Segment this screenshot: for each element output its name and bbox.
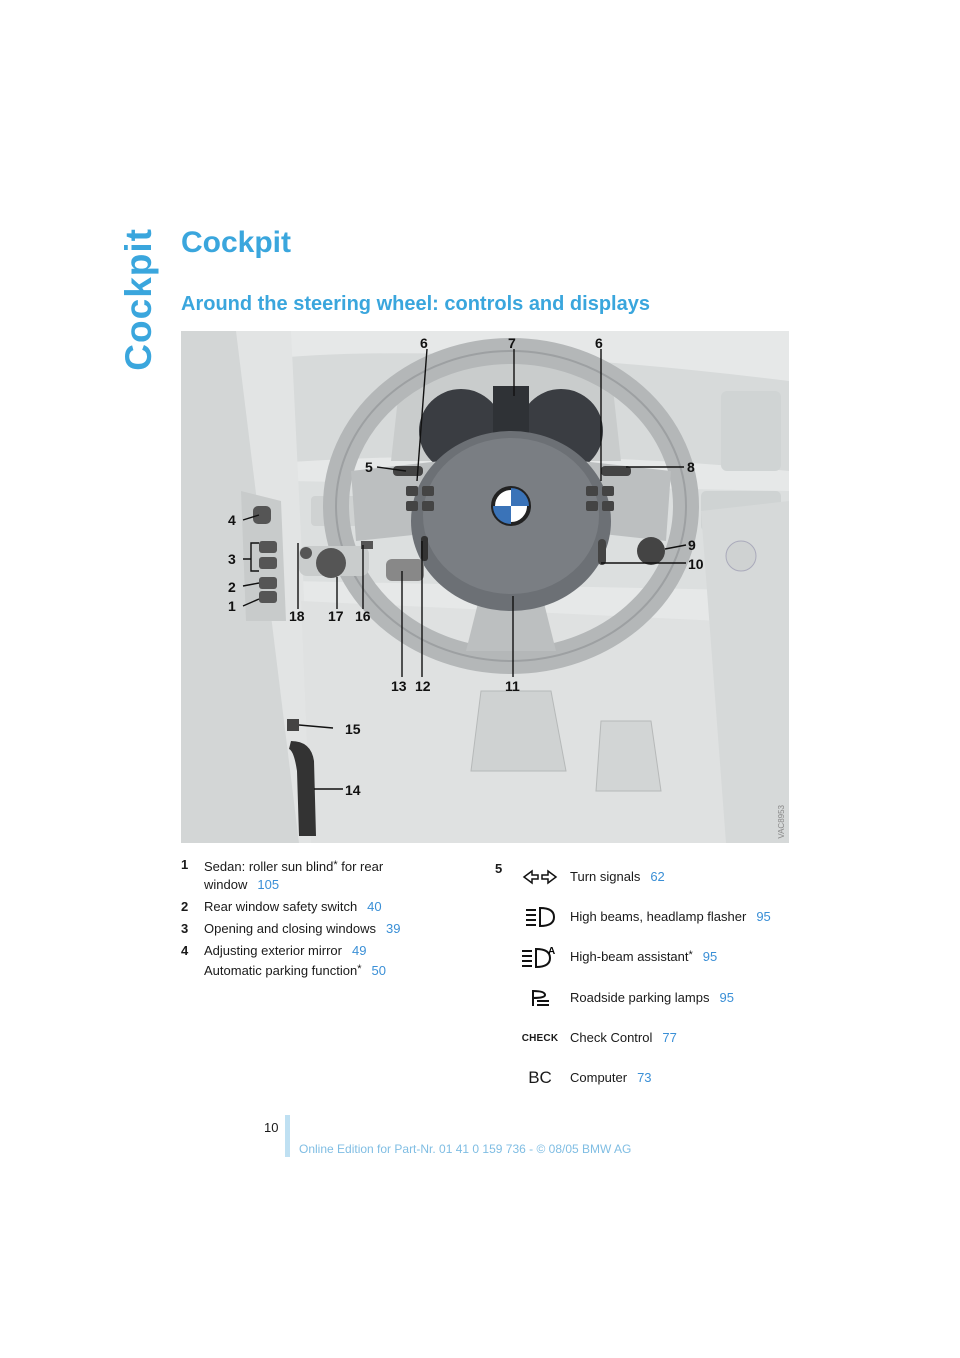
- legend-item-3: [181, 920, 431, 938]
- legend-item-turn-signals: [518, 862, 798, 892]
- legend-item-parking-lamps: [518, 983, 798, 1013]
- callout-5: 5: [365, 459, 373, 475]
- asterisk-icon: *: [333, 859, 338, 871]
- legend-text: High beams, headlamp flasher: [570, 909, 747, 924]
- callout-8: 8: [687, 459, 695, 475]
- page-ref-link[interactable]: 95: [719, 990, 734, 1005]
- legend-number-5: 5: [495, 861, 503, 876]
- legend-item-2: [181, 898, 431, 916]
- legend-text: Rear window safety switch: [204, 899, 358, 914]
- side-tab: Cockpit: [118, 228, 159, 371]
- page-ref-link[interactable]: 95: [756, 909, 771, 924]
- page-ref-link[interactable]: 62: [650, 869, 665, 884]
- page-ref-link[interactable]: 105: [257, 877, 280, 892]
- legend-text: Turn signals: [570, 869, 641, 884]
- turn-signals-icon: [518, 862, 562, 892]
- legend-item-4: [181, 942, 431, 980]
- cockpit-drawing: [181, 331, 789, 843]
- callout-6-left: 6: [420, 335, 428, 351]
- callout-2: 2: [228, 579, 236, 595]
- callout-4: 4: [228, 512, 236, 528]
- legend-number: 1: [181, 857, 189, 872]
- callout-9: 9: [688, 537, 696, 553]
- high-beam-icon: [518, 902, 562, 932]
- callout-6-right: 6: [595, 335, 603, 351]
- legend-text: Check Control: [570, 1030, 653, 1045]
- legend-item-1: [181, 856, 431, 894]
- legend-left: [181, 856, 431, 984]
- legend-text: High-beam assistant: [570, 949, 689, 964]
- legend-number: 3: [181, 921, 189, 936]
- page-number: 10: [264, 1120, 279, 1135]
- legend-item-high-beam-assistant: [518, 942, 798, 972]
- callout-17: 17: [328, 608, 344, 624]
- callout-7: 7: [508, 335, 516, 351]
- callout-1: 1: [228, 598, 236, 614]
- check-control-icon: CHECK: [521, 1032, 559, 1044]
- callout-11: 11: [505, 678, 520, 694]
- callout-13: 13: [391, 678, 407, 694]
- callout-3: 3: [228, 551, 236, 567]
- legend-number: 4: [181, 943, 189, 958]
- legend-text: Computer: [570, 1070, 628, 1085]
- asterisk-icon: *: [688, 949, 693, 961]
- parking-lamps-icon: [518, 983, 562, 1013]
- callout-10: 10: [688, 556, 704, 572]
- page-ref-link[interactable]: 50: [371, 963, 386, 978]
- svg-text:A: A: [548, 946, 556, 957]
- page-ref-link[interactable]: 39: [386, 921, 401, 936]
- legend-subtext: Automatic parking function: [204, 963, 358, 978]
- section-title: Around the steering wheel: controls and displays: [181, 293, 650, 315]
- callout-16: 16: [355, 608, 371, 624]
- cockpit-illustration: [181, 331, 789, 843]
- page-ref-link[interactable]: 49: [352, 943, 367, 958]
- computer-icon: BC: [528, 1068, 552, 1087]
- legend-text: Sedan: roller sun blind: [204, 859, 334, 874]
- page-ref-link[interactable]: 95: [702, 949, 718, 964]
- legend-number: 2: [181, 899, 189, 914]
- callout-15: 15: [345, 721, 361, 737]
- legend-text: Roadside parking lamps: [570, 990, 710, 1005]
- page-title: Cockpit: [181, 226, 292, 259]
- page-ref-link[interactable]: 73: [637, 1070, 652, 1085]
- image-code: VAC8953: [777, 805, 786, 839]
- callout-14: 14: [345, 782, 361, 798]
- legend-text: Adjusting exterior mirror: [204, 943, 342, 958]
- legend-text-continued: for rear window: [204, 859, 384, 892]
- callout-12: 12: [415, 678, 431, 694]
- legend-item-computer: [518, 1063, 798, 1093]
- legend-item-high-beams: [518, 902, 798, 932]
- footer-bar: [285, 1115, 290, 1157]
- legend-item-check-control: [518, 1023, 798, 1053]
- page-ref-link[interactable]: 40: [367, 899, 382, 914]
- footer-text: Online Edition for Part-Nr. 01 41 0 159 736 - © 08/05 BMW AG: [299, 1142, 632, 1156]
- asterisk-icon: *: [357, 963, 362, 975]
- high-beam-assistant-icon: [518, 942, 562, 972]
- page-ref-link[interactable]: 77: [662, 1030, 677, 1045]
- legend-text: Opening and closing windows: [204, 921, 376, 936]
- callout-18: 18: [289, 608, 305, 624]
